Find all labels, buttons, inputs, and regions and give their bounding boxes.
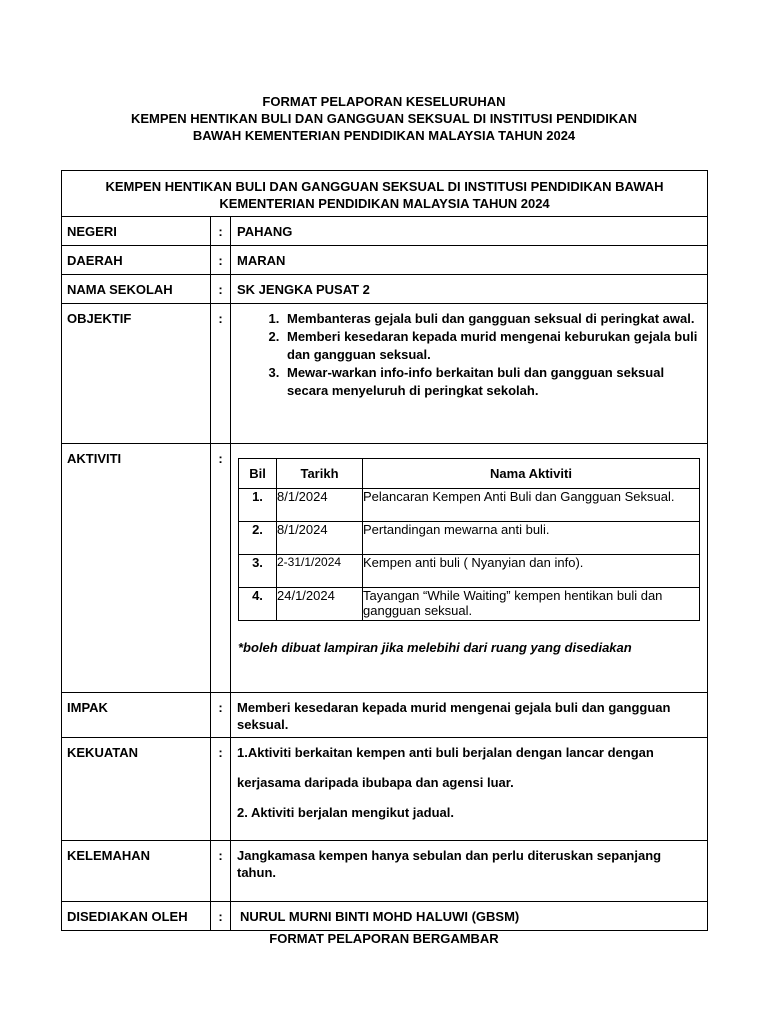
kelemahan-label: KELEMAHAN bbox=[62, 841, 211, 902]
table-row: 1. 8/1/2024 Pelancaran Kempen Anti Buli dan Gangguan Seksual. bbox=[239, 489, 700, 522]
objektif-label: OBJEKTIF bbox=[62, 304, 211, 444]
heading-line-3: BAWAH KEMENTERIAN PENDIDIKAN MALAYSIA TAHUN 2024 bbox=[192, 128, 576, 143]
negeri-value: PAHANG bbox=[231, 217, 708, 246]
disediakan-label: DISEDIAKAN OLEH bbox=[62, 902, 211, 931]
sekolah-value: SK JENGKA PUSAT 2 bbox=[231, 275, 708, 304]
table-row: 2. 8/1/2024 Pertandingan mewarna anti buli. bbox=[239, 522, 700, 555]
objektif-item: 1. Membanteras gejala buli dan gangguan seksual di peringkat awal. bbox=[283, 310, 707, 328]
aktiviti-value bbox=[231, 444, 708, 693]
colon: : bbox=[211, 217, 231, 246]
sekolah-label: NAMA SEKOLAH bbox=[62, 275, 211, 304]
report-table bbox=[61, 170, 708, 931]
header-nama-aktiviti: Nama Aktiviti bbox=[363, 459, 700, 489]
colon: : bbox=[211, 902, 231, 931]
heading-line-2: KEMPEN HENTIKAN BULI DAN GANGGUAN SEKSUAL DI INSTITUSI PENDIDIKAN bbox=[130, 111, 638, 126]
kekuatan-line-3: 2. Aktiviti berjalan mengikut jadual. bbox=[237, 805, 454, 820]
colon: : bbox=[211, 841, 231, 902]
kekuatan-value bbox=[231, 738, 708, 841]
header-bil: Bil bbox=[239, 459, 277, 489]
heading-line-1: FORMAT PELAPORAN KESELURUHAN bbox=[262, 94, 506, 109]
daerah-label: DAERAH bbox=[62, 246, 211, 275]
kekuatan-label: KEKUATAN bbox=[62, 738, 211, 841]
aktiviti-table bbox=[238, 458, 700, 621]
colon: : bbox=[211, 246, 231, 275]
kekuatan-line-1: 1.Aktiviti berkaitan kempen anti buli berjalan dengan lancar dengan bbox=[237, 745, 654, 760]
table-title: KEMPEN HENTIKAN BULI DAN GANGGUAN SEKSUAL DI INSTITUSI PENDIDIKAN BAWAH KEMENTERIAN PENDIDIKAN MALAYSIA TAHUN 2024 bbox=[62, 171, 708, 217]
header-tarikh: Tarikh bbox=[277, 459, 363, 489]
footer-title: FORMAT PELAPORAN BERGAMBAR bbox=[269, 931, 499, 946]
aktiviti-label: AKTIVITI bbox=[62, 444, 211, 693]
document-heading bbox=[0, 93, 768, 144]
objektif-list bbox=[231, 310, 707, 400]
colon: : bbox=[211, 444, 231, 693]
table-row: 3. 2-31/1/2024 Kempen anti buli ( Nyanyian dan info). bbox=[239, 555, 700, 588]
daerah-value: MARAN bbox=[231, 246, 708, 275]
colon: : bbox=[211, 693, 231, 738]
colon: : bbox=[211, 304, 231, 444]
colon: : bbox=[211, 275, 231, 304]
kelemahan-value: Jangkamasa kempen hanya sebulan dan perlu diteruskan sepanjang tahun. bbox=[231, 841, 708, 902]
colon: : bbox=[211, 738, 231, 841]
table-row: 4. 24/1/2024 Tayangan “While Waiting” kempen hentikan buli dan gangguan seksual. bbox=[239, 588, 700, 621]
objektif-value bbox=[231, 304, 708, 444]
impak-label: IMPAK bbox=[62, 693, 211, 738]
impak-value: Memberi kesedaran kepada murid mengenai gejala buli dan gangguan seksual. bbox=[231, 693, 708, 738]
negeri-label: NEGERI bbox=[62, 217, 211, 246]
disediakan-value: NURUL MURNI BINTI MOHD HALUWI (GBSM) bbox=[231, 902, 708, 931]
kekuatan-line-2: kerjasama daripada ibubapa dan agensi luar. bbox=[237, 775, 514, 790]
objektif-item: 2. Memberi kesedaran kepada murid mengenai keburukan gejala buli dan gangguan seksual. bbox=[283, 328, 707, 364]
attachment-note: *boleh dibuat lampiran jika melebihi dari ruang yang disediakan bbox=[238, 640, 632, 655]
objektif-item: 3. Mewar-warkan info-info berkaitan buli dan gangguan seksual secara menyeluruh di peringkat sekolah. bbox=[283, 364, 707, 400]
